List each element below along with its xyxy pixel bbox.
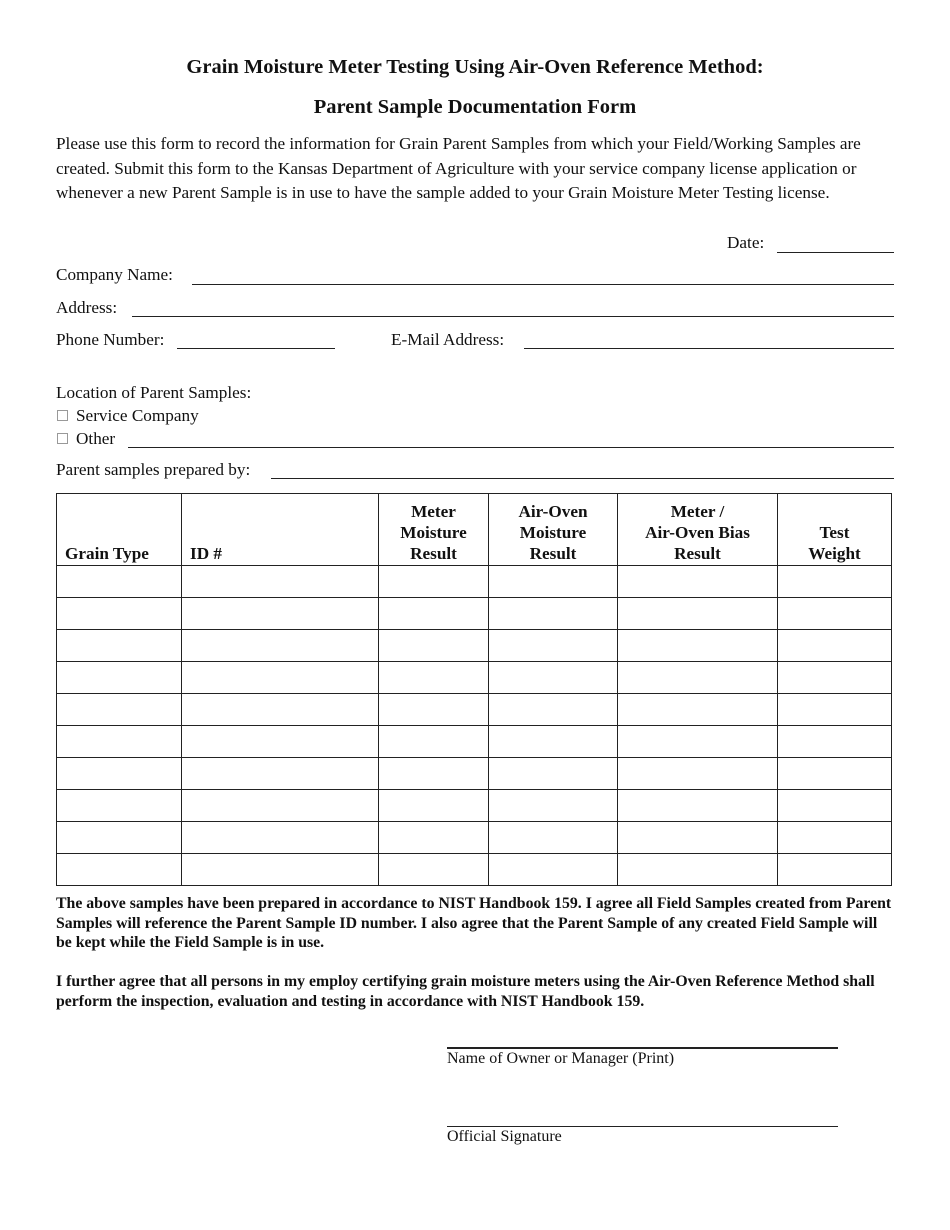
table-cell[interactable] [618, 694, 778, 726]
col-header-meter-moisture: Meter Moisture Result [379, 494, 489, 566]
col-header-air-oven-moisture: Air-Oven Moisture Result [489, 494, 618, 566]
table-row [57, 598, 892, 630]
table-cell[interactable] [379, 694, 489, 726]
date-label: Date: [727, 233, 765, 252]
company-name-label: Company Name: [56, 265, 173, 284]
table-cell[interactable] [182, 598, 379, 630]
table-cell[interactable] [182, 854, 379, 886]
form-subtitle: Parent Sample Documentation Form [313, 96, 637, 118]
col-header-bias-result: Meter / Air-Oven Bias Result [618, 494, 778, 566]
table-cell[interactable] [489, 662, 618, 694]
table-cell[interactable] [778, 726, 892, 758]
signature-label: Official Signature [447, 1128, 562, 1145]
table-row [57, 662, 892, 694]
table-cell[interactable] [57, 758, 182, 790]
table-cell[interactable] [57, 630, 182, 662]
table-cell[interactable] [379, 822, 489, 854]
table-cell[interactable] [618, 566, 778, 598]
email-label: E-Mail Address: [391, 330, 505, 349]
col-header-grain-type: Grain Type [57, 494, 182, 566]
phone-label: Phone Number: [56, 330, 165, 349]
table-cell[interactable] [379, 726, 489, 758]
table-cell[interactable] [778, 566, 892, 598]
form-title: Grain Moisture Meter Testing Using Air-Oven Reference Method: [186, 56, 764, 78]
table-row [57, 694, 892, 726]
table-cell[interactable] [489, 790, 618, 822]
table-cell[interactable] [57, 726, 182, 758]
table-header-row [57, 494, 892, 566]
table-cell[interactable] [618, 854, 778, 886]
table-cell[interactable] [379, 790, 489, 822]
table-cell[interactable] [618, 758, 778, 790]
agreement-paragraph-2: I further agree that all persons in my employ certifying grain moisture meters using the Air-Oven Reference Method shall perform the inspection, evaluation and testing in accordance with NIST Handbook 159. [56, 973, 875, 1010]
table-cell[interactable] [489, 630, 618, 662]
other-checkbox[interactable] [57, 433, 68, 444]
table-cell[interactable] [618, 630, 778, 662]
address-field[interactable] [132, 316, 894, 317]
table-cell[interactable] [57, 566, 182, 598]
table-cell[interactable] [182, 822, 379, 854]
table-cell[interactable] [182, 662, 379, 694]
intro-paragraph: Please use this form to record the information for Grain Parent Samples from which your Field/Working Samples are created. Submit this form to the Kansas Department of Agriculture with your service company license application or whenever a new Parent Sample is in use to have the sample added to your Grain Moisture Meter Testing license. [56, 134, 861, 202]
table-cell[interactable] [57, 822, 182, 854]
table-cell[interactable] [489, 854, 618, 886]
col-header-test-weight: Test Weight [778, 494, 892, 566]
signature-line[interactable] [447, 1126, 838, 1127]
table-cell[interactable] [778, 598, 892, 630]
company-name-field[interactable] [192, 284, 894, 285]
table-cell[interactable] [57, 854, 182, 886]
other-label: Other [76, 429, 116, 448]
table-cell[interactable] [778, 790, 892, 822]
owner-name-label: Name of Owner or Manager (Print) [447, 1050, 675, 1067]
table-cell[interactable] [182, 726, 379, 758]
table-cell[interactable] [489, 726, 618, 758]
table-row [57, 566, 892, 598]
table-cell[interactable] [182, 630, 379, 662]
table-cell[interactable] [57, 694, 182, 726]
table-cell[interactable] [618, 598, 778, 630]
email-field[interactable] [524, 348, 894, 349]
table-cell[interactable] [57, 662, 182, 694]
table-cell[interactable] [182, 566, 379, 598]
service-company-label: Service Company [76, 406, 199, 425]
table-cell[interactable] [618, 822, 778, 854]
date-field[interactable] [777, 252, 894, 253]
table-cell[interactable] [618, 726, 778, 758]
table-cell[interactable] [57, 598, 182, 630]
table-cell[interactable] [379, 598, 489, 630]
table-cell[interactable] [182, 758, 379, 790]
table-row [57, 758, 892, 790]
table-cell[interactable] [489, 598, 618, 630]
table-cell[interactable] [379, 854, 489, 886]
table-cell[interactable] [489, 566, 618, 598]
table-cell[interactable] [489, 694, 618, 726]
table-cell[interactable] [778, 758, 892, 790]
table-cell[interactable] [379, 630, 489, 662]
col-header-id: ID # [182, 494, 379, 566]
owner-name-line[interactable] [447, 1047, 838, 1049]
table-cell[interactable] [778, 694, 892, 726]
phone-field[interactable] [177, 348, 335, 349]
table-cell[interactable] [57, 790, 182, 822]
table-row [57, 726, 892, 758]
table-cell[interactable] [182, 790, 379, 822]
table-cell[interactable] [778, 630, 892, 662]
prepared-by-field[interactable] [271, 478, 894, 479]
table-row [57, 854, 892, 886]
table-cell[interactable] [489, 758, 618, 790]
table-cell[interactable] [778, 662, 892, 694]
agreement-paragraph-1: The above samples have been prepared in accordance to NIST Handbook 159. I agree all Field Samples created from Parent Samples will reference the Parent Sample ID number. I also agree that the Parent Sample of any created Field Sample will be kept while the Field Sample is in use. [56, 895, 892, 951]
other-location-field[interactable] [128, 447, 894, 448]
address-label: Address: [56, 298, 118, 317]
table-cell[interactable] [379, 566, 489, 598]
location-label: Location of Parent Samples: [56, 383, 252, 402]
table-cell[interactable] [182, 694, 379, 726]
table-row [57, 630, 892, 662]
service-company-checkbox[interactable] [57, 410, 68, 421]
table-cell[interactable] [379, 662, 489, 694]
parent-sample-table [56, 493, 892, 886]
table-cell[interactable] [778, 854, 892, 886]
table-row [57, 822, 892, 854]
table-row [57, 790, 892, 822]
table-body [57, 566, 892, 886]
table-cell[interactable] [379, 758, 489, 790]
prepared-by-label: Parent samples prepared by: [56, 460, 251, 479]
table-cell[interactable] [778, 822, 892, 854]
table-cell[interactable] [618, 790, 778, 822]
table-cell[interactable] [489, 822, 618, 854]
table-cell[interactable] [618, 662, 778, 694]
